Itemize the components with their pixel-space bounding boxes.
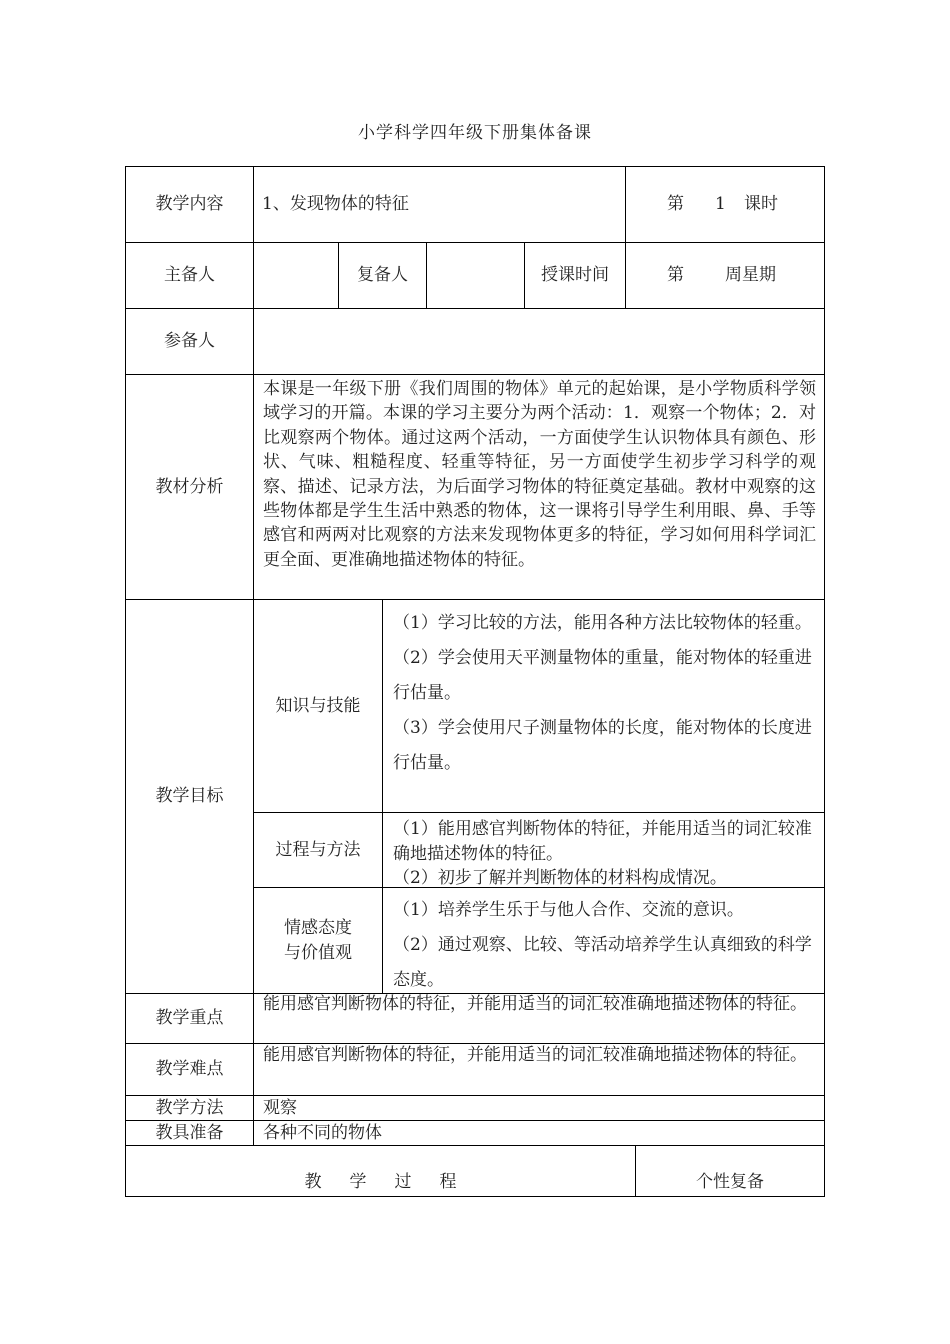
attitude-label-line2: 与价值观 xyxy=(284,942,352,963)
process-method-label: 过程与方法 xyxy=(275,839,361,860)
main-preparer-label: 主备人 xyxy=(164,265,215,286)
attitude-item: （2）通过观察、比较、等活动培养学生认真细致的科学态度。 xyxy=(393,935,812,990)
process-item: （2）初步了解并判断物体的材料构成情况。 xyxy=(393,868,727,888)
personal-review-header: 个性复备 xyxy=(696,1172,764,1192)
participants-label: 参备人 xyxy=(164,331,215,352)
process-method-list xyxy=(383,813,824,887)
tools-text: 各种不同的物体 xyxy=(263,1122,382,1143)
attitude-label-line1: 情感态度 xyxy=(284,917,352,938)
lesson-prefix: 第 xyxy=(667,194,684,215)
method-text: 观察 xyxy=(263,1097,297,1118)
teaching-content-value: 1、发现物体的特征 xyxy=(262,194,409,215)
analysis-label: 教材分析 xyxy=(155,476,224,497)
reviewer-label: 复备人 xyxy=(357,265,408,286)
teaching-process-header xyxy=(126,1170,635,1196)
teaching-content-label: 教学内容 xyxy=(155,194,224,215)
lesson-number xyxy=(626,167,824,242)
page-title: 小学科学四年级下册集体备课 xyxy=(358,123,592,143)
knowledge-item: （1）学习比较的方法，能用各种方法比较物体的轻重。 xyxy=(393,613,812,633)
tools-label: 教具准备 xyxy=(155,1122,224,1143)
reviewer-value xyxy=(427,243,524,308)
attitude-item: （1）培养学生乐于与他人合作、交流的意识。 xyxy=(393,900,744,920)
difficulty-text: 能用感官判断物体的特征，并能用适当的词汇较准确地描述物体的特征。 xyxy=(263,1045,807,1065)
lesson-number-value: 1 xyxy=(715,194,726,215)
analysis-text: 本课是一年级下册《我们周围的物体》单元的起始课，是小学物质科学领域学习的开篇。本课的学习主要分为两个活动：1．观察一个物体；2．对比观察两个物体。通过这两个活动，一方面使学生认识物体具有颜色、形状、气味、粗糙程度、轻重等特征，另一方面使学生初步学习科学的观察、描述、记录方法，为后面学习物体的特征奠定基础。教材中观察的这些物体都是学生生活中熟悉的物体，这一课将引导学生利用眼、鼻、手等感官和两两对比观察的方法来发现物体更多的特征，学习如何用科学词汇更全面、更准确地描述物体的特征。 xyxy=(263,379,816,570)
process-item: （1）能用感官判断物体的特征，并能用适当的词汇较准确地描述物体的特征。 xyxy=(393,819,812,864)
knowledge-item: （3）学会使用尺子测量物体的长度，能对物体的长度进行估量。 xyxy=(393,718,812,773)
difficulty-label: 教学难点 xyxy=(155,1059,224,1080)
teaching-process-label: 教学过程 xyxy=(304,1172,485,1192)
knowledge-skills-label: 知识与技能 xyxy=(275,695,361,716)
knowledge-item: （2）学会使用天平测量物体的重量，能对物体的轻重进行估量。 xyxy=(393,648,812,703)
main-preparer-value xyxy=(254,243,338,308)
method-label: 教学方法 xyxy=(155,1097,224,1118)
class-time-value xyxy=(626,243,824,308)
goals-label: 教学目标 xyxy=(155,786,224,807)
class-time-label: 授课时间 xyxy=(541,265,609,286)
attitude-values-label xyxy=(254,888,382,993)
week-suffix: 周星期 xyxy=(725,265,776,286)
knowledge-skills-list xyxy=(383,600,824,812)
lesson-suffix: 课时 xyxy=(744,194,778,215)
week-prefix: 第 xyxy=(667,265,684,286)
attitude-values-list xyxy=(383,888,824,993)
key-point-text: 能用感官判断物体的特征，并能用适当的词汇较准确地描述物体的特征。 xyxy=(263,994,807,1014)
key-point-label: 教学重点 xyxy=(155,1008,224,1029)
participants-value xyxy=(254,309,824,374)
